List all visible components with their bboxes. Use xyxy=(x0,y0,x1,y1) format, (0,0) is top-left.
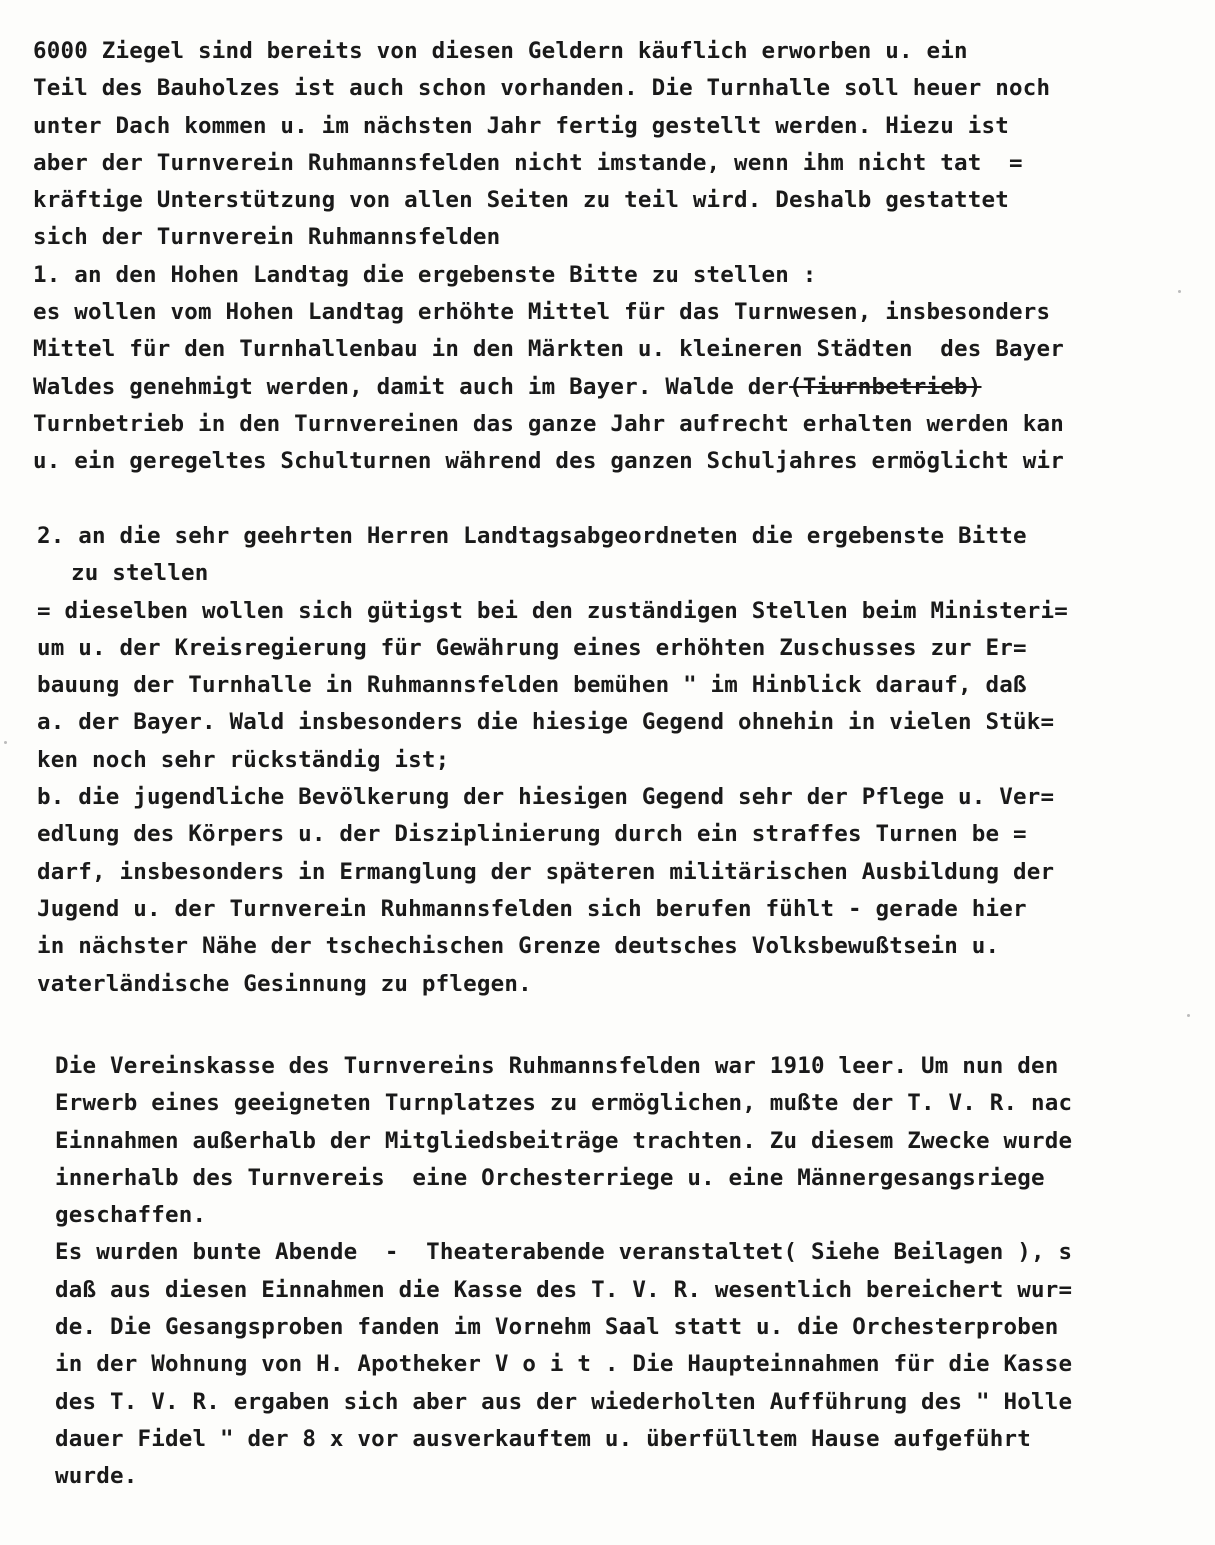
text-line: de. Die Gesangsproben fanden im Vornehm Saal statt u. die Orchesterproben xyxy=(55,1314,1059,1341)
text-line: Einnahmen außerhalb der Mitgliedsbeiträge trachten. Zu diesem Zwecke wurde xyxy=(55,1127,1073,1154)
text-line: aber der Turnverein Ruhmannsfelden nicht imstande, wenn ihm nicht tat = xyxy=(33,149,1023,176)
text-line: innerhalb des Turnvereis eine Orchesterriege u. eine Männergesangsriege xyxy=(55,1164,1045,1191)
text-line: vaterländische Gesinnung zu pflegen. xyxy=(37,970,532,997)
text-line: Die Vereinskasse des Turnvereins Ruhmannsfelden war 1910 leer. Um nun den xyxy=(55,1053,1059,1079)
paper-speck xyxy=(1187,1014,1190,1017)
struck-word: (Tiurnbetrieb) xyxy=(789,373,982,400)
text-line: ken noch sehr rückständig ist; xyxy=(37,746,450,773)
text-line: a. der Bayer. Wald insbesonders die hiesige Gegend ohnehin in vielen Stük= xyxy=(37,709,1055,736)
paper-speck xyxy=(4,741,7,744)
text-line: wurde. xyxy=(55,1463,138,1490)
text-line: um u. der Kreisregierung für Gewährung eines erhöhten Zuschusses zur Er= xyxy=(37,634,1027,661)
paragraph-turnhalle-funding xyxy=(33,33,1183,481)
text-line: unter Dach kommen u. im nächsten Jahr fertig gestellt werden. Hiezu ist xyxy=(33,112,1009,139)
text-line: dauer Fidel " der 8 x vor ausverkauftem u. überfülltem Hause aufgeführt xyxy=(55,1425,1031,1452)
paper-speck xyxy=(1178,290,1181,293)
text-line: b. die jugendliche Bevölkerung der hiesigen Gegend sehr der Pflege u. Ver= xyxy=(37,784,1055,811)
text-line: daß aus diesen Einnahmen die Kasse des T. V. R. wesentlich bereichert wur= xyxy=(55,1276,1073,1303)
text-line: Teil des Bauholzes ist auch schon vorhanden. Die Turnhalle soll heuer noch xyxy=(33,75,1051,102)
text-line: = dieselben wollen sich gütigst bei den zuständigen Stellen beim Ministeri= xyxy=(37,597,1068,624)
text-line: in der Wohnung von H. Apotheker V o i t . Die Haupteinnahmen für die Kasse xyxy=(55,1351,1073,1378)
text-line: zu stellen xyxy=(71,560,209,587)
text-line: es wollen vom Hohen Landtag erhöhte Mittel für das Turnwesen, insbesonders xyxy=(33,299,1051,326)
text-line: edlung des Körpers u. der Disziplinierung durch ein straffes Turnen be = xyxy=(37,821,1027,848)
text-line: in nächster Nähe der tschechischen Grenze deutsches Volksbewußtsein u. xyxy=(37,933,1000,960)
text-line: u. ein geregeltes Schulturnen während des ganzen Schuljahres ermöglicht wir xyxy=(33,448,1064,475)
paragraph-request-to-deputies xyxy=(37,518,1187,1003)
paragraph-club-treasury xyxy=(55,1048,1205,1496)
text-segment: Waldes genehmigt werden, damit auch im Bayer. Walde der xyxy=(33,373,790,400)
text-line: bauung der Turnhalle in Ruhmannsfelden bemühen " im Hinblick darauf, daß xyxy=(37,672,1027,699)
text-line: Mittel für den Turnhallenbau in den Märkten u. kleineren Städten des Bayer xyxy=(33,336,1064,363)
text-line: kräftige Unterstützung von allen Seiten zu teil wird. Deshalb gestattet xyxy=(33,187,1009,214)
text-line: Turnbetrieb in den Turnvereinen das ganze Jahr aufrecht erhalten werden kan xyxy=(33,410,1064,437)
text-line: Jugend u. der Turnverein Ruhmannsfelden sich berufen fühlt - gerade hier xyxy=(37,895,1027,922)
text-line: geschaffen. xyxy=(55,1202,207,1229)
text-line: Es wurden bunte Abende - Theaterabende veranstaltet( Siehe Beilagen ), s xyxy=(55,1239,1073,1266)
text-line: Erwerb eines geeigneten Turnplatzes zu ermöglichen, mußte der T. V. R. nac xyxy=(55,1090,1073,1117)
text-line: sich der Turnverein Ruhmannsfelden xyxy=(33,224,501,251)
text-line: darf, insbesonders in Ermanglung der späteren militärischen Ausbildung der xyxy=(37,858,1055,885)
text-line: 1. an den Hohen Landtag die ergebenste Bitte zu stellen : xyxy=(33,261,817,288)
text-line: des T. V. R. ergaben sich aber aus der wiederholten Aufführung des " Holle xyxy=(55,1388,1073,1415)
text-line: 6000 Ziegel sind bereits von diesen Geldern käuflich erworben u. ein xyxy=(33,38,968,64)
text-line: 2. an die sehr geehrten Herren Landtagsabgeordneten die ergebenste Bitte xyxy=(37,523,1027,549)
text-line-with-strikeout xyxy=(33,369,1183,406)
